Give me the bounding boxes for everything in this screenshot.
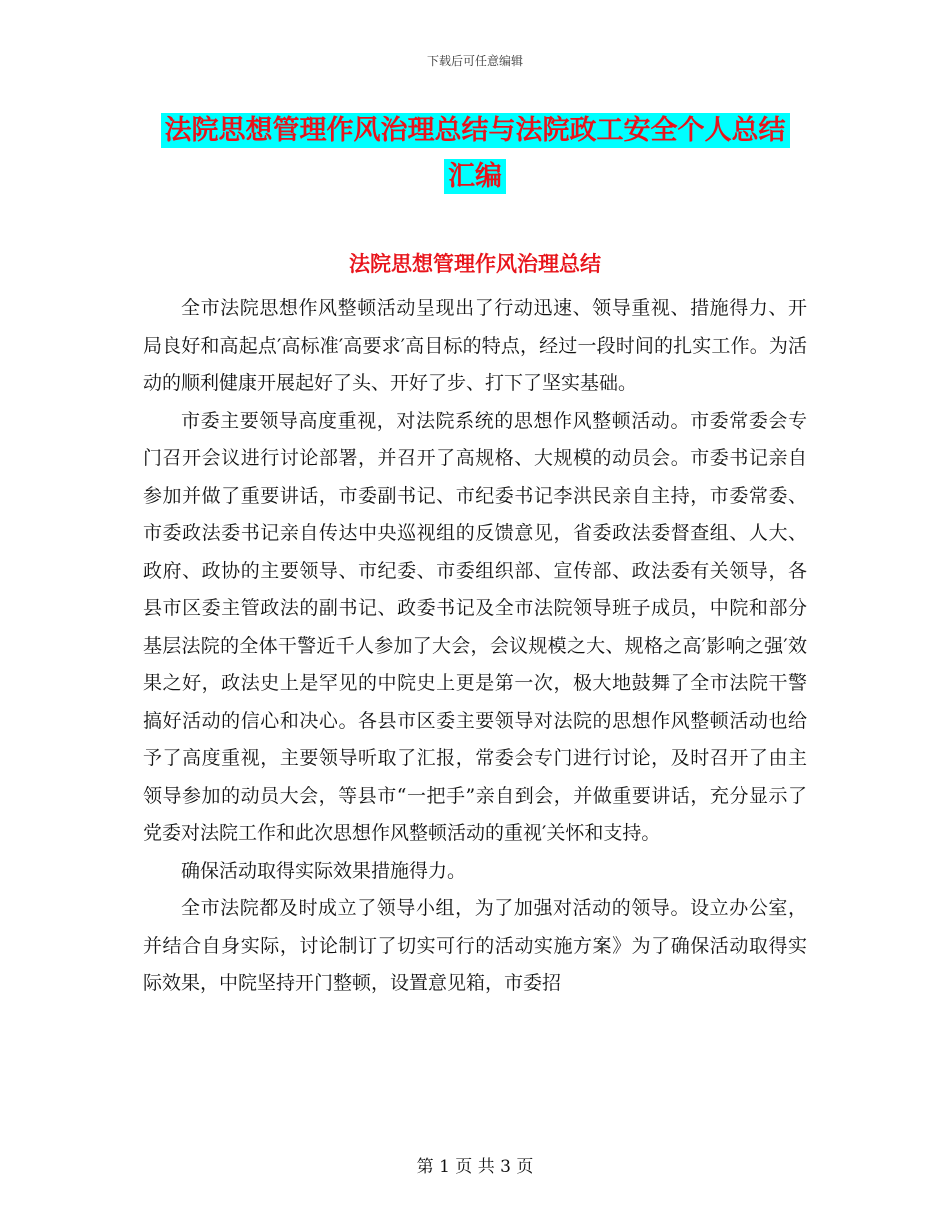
document-title-line-1: 法院思想管理作风治理总结与法院政工安全个人总结 (161, 113, 790, 148)
document-title (0, 108, 950, 200)
paragraph-3: 确保活动取得实际效果措施得力。 (181, 859, 467, 882)
paragraph-2: 市委主要领导高度重视，对法院系统的思想作风整顿活动。市委常委会专门召开会议进行讨论部署，并召开了高规格、大规模的动员会。市委书记亲自参加并做了重要讲话，市委副书记、市纪委书记李洪民亲自主持，市委常委、市委政法委书记亲自传达中央巡视组的反馈意见，省委政法委督查组、人大、政府、政协的主要领导、市纪委、市委组织部、宣传部、政法委有关领导，各县市区委主管政法的副书记、政委书记及全市法院领导班子成员，中院和部分基层法院的全体干警近千人参加了大会，会议规模之大、规格之高′影响之强′效果之好，政法史上是罕见的中院史上更是第一次，极大地鼓舞了全市法院干警搞好活动的信心和决心。各县市区委主要领导对法院的思想作风整顿活动也给予了高度重视，主要领导听取了汇报，常委会专门进行讨论，及时召开了由主领导参加的动员大会，等县市“一把手”亲自到会，并做重要讲话，充分显示了党委对法院工作和此次思想作风整顿活动的重视′关怀和支持。 (143, 409, 807, 844)
page-header-note: 下载后可任意编辑 (426, 54, 523, 68)
paragraph-4: 全市法院都及时成立了领导小组，为了加强对活动的领导。设立办公室，并结合自身实际，讨论制订了切实可行的活动实施方案》为了确保活动取得实际效果，中院坚持开门整顿，设置意见箱，市委招 (143, 897, 807, 994)
document-title-line-2: 汇编 (444, 159, 506, 194)
section-title: 法院思想管理作风治理总结 (349, 252, 601, 276)
page-number: 第 1 页 共 3 页 (416, 1157, 534, 1177)
body-text (143, 290, 807, 1003)
paragraph-1: 全市法院思想作风整顿活动呈现出了行动迅速、领导重视、措施得力、开局良好和高起点′高标准′高要求′高目标的特点，经过一段时间的扎实工作。为活动的顺利健康开展起好了头、开好了步、打下了坚实基础。 (143, 297, 807, 394)
